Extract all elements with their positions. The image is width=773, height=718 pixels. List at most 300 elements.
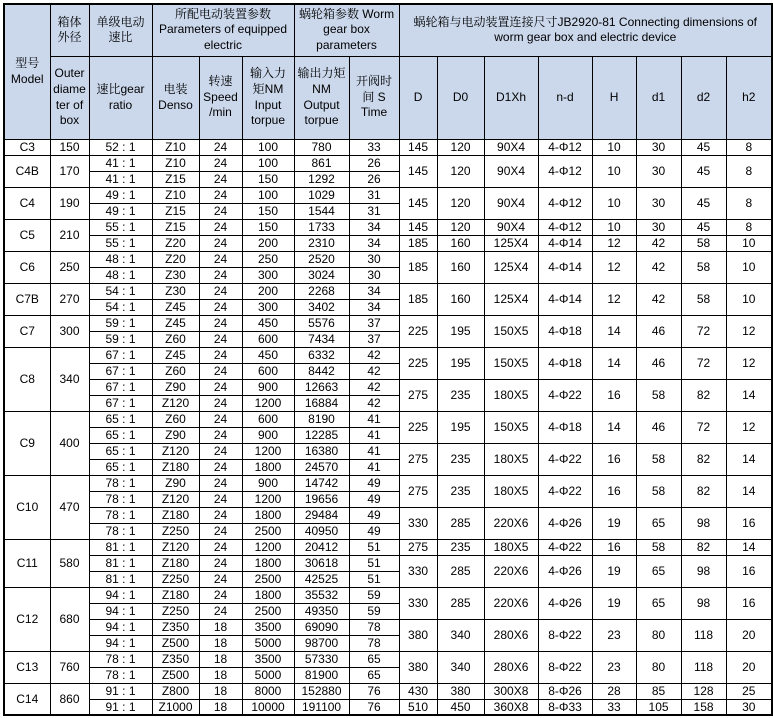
cell-dim-H: 12: [592, 251, 636, 283]
cell-dim-h2: 8: [726, 219, 772, 235]
cell-denso: Z800: [152, 683, 199, 699]
cell-outer-diameter: 270: [50, 283, 89, 315]
cell-dim-d2: 158: [681, 699, 726, 715]
cell-input-torque: 3500: [242, 651, 294, 667]
cell-speed: 24: [199, 203, 242, 219]
cell-dim-d1: 30: [636, 155, 681, 187]
cell-gear-ratio: 55 : 1: [89, 235, 152, 251]
cell-dim-D1Xh: 90X4: [484, 219, 538, 235]
cell-dim-H: 16: [592, 443, 636, 475]
cell-dim-D: 510: [399, 699, 437, 715]
cell-output-torque: 20412: [294, 539, 349, 555]
cell-gear-ratio: 94 : 1: [89, 603, 152, 619]
cell-denso: Z180: [152, 555, 199, 571]
cell-dim-D: 225: [399, 411, 437, 443]
cell-dim-H: 23: [592, 619, 636, 651]
cell-input-torque: 8000: [242, 683, 294, 699]
table-row: [4, 283, 772, 299]
cell-open-time: 41: [349, 411, 399, 427]
cell-gear-ratio: 78 : 1: [89, 475, 152, 491]
cell-dim-d1: 46: [636, 315, 681, 347]
cell-outer-diameter: 400: [50, 411, 89, 475]
cell-open-time: 42: [349, 347, 399, 363]
cell-gear-ratio: 81 : 1: [89, 539, 152, 555]
cell-gear-ratio: 52 : 1: [89, 139, 152, 155]
header-dim-h2: h2: [726, 56, 772, 139]
cell-gear-ratio: 65 : 1: [89, 443, 152, 459]
cell-speed: 24: [199, 139, 242, 155]
cell-dim-D1Xh: 125X4: [484, 283, 538, 315]
cell-open-time: 31: [349, 187, 399, 203]
cell-dim-D1Xh: 150X5: [484, 347, 538, 379]
cell-output-torque: 861: [294, 155, 349, 171]
cell-dim-D0: 195: [437, 411, 484, 443]
cell-dim-D0: 340: [437, 651, 484, 683]
cell-dim-D: 145: [399, 155, 437, 187]
cell-gear-ratio: 67 : 1: [89, 363, 152, 379]
cell-denso: Z30: [152, 267, 199, 283]
cell-dim-d2: 118: [681, 619, 726, 651]
cell-dim-n-d: 4-Φ18: [538, 315, 592, 347]
header-dim-n-d: n-d: [538, 56, 592, 139]
cell-dim-d2: 58: [681, 251, 726, 283]
cell-output-torque: 98700: [294, 635, 349, 651]
cell-denso: Z180: [152, 587, 199, 603]
cell-dim-n-d: 8-Φ26: [538, 683, 592, 699]
cell-dim-d2: 45: [681, 155, 726, 187]
cell-dim-D: 185: [399, 251, 437, 283]
cell-dim-D1Xh: 180X5: [484, 379, 538, 411]
cell-dim-D: 380: [399, 619, 437, 651]
cell-gear-ratio: 67 : 1: [89, 379, 152, 395]
cell-denso: Z60: [152, 411, 199, 427]
cell-denso: Z10: [152, 139, 199, 155]
cell-dim-n-d: 4-Φ14: [538, 235, 592, 251]
cell-outer-diameter: 170: [50, 155, 89, 187]
cell-dim-n-d: 4-Φ22: [538, 379, 592, 411]
cell-speed: 24: [199, 555, 242, 571]
header-outer-diameter-en: Outer diameter of box: [50, 56, 89, 139]
cell-gear-ratio: 49 : 1: [89, 187, 152, 203]
cell-dim-d1: 58: [636, 379, 681, 411]
cell-denso: Z15: [152, 203, 199, 219]
cell-dim-D0: 235: [437, 443, 484, 475]
cell-speed: 24: [199, 331, 242, 347]
cell-model: C7B: [4, 283, 50, 315]
cell-open-time: 49: [349, 491, 399, 507]
cell-dim-d2: 58: [681, 235, 726, 251]
cell-open-time: 49: [349, 475, 399, 491]
cell-input-torque: 100: [242, 139, 294, 155]
cell-model: C6: [4, 251, 50, 283]
cell-open-time: 30: [349, 267, 399, 283]
cell-dim-D1Xh: 180X5: [484, 475, 538, 507]
cell-gear-ratio: 48 : 1: [89, 267, 152, 283]
cell-dim-d1: 58: [636, 539, 681, 555]
cell-denso: Z10: [152, 187, 199, 203]
cell-outer-diameter: 680: [50, 587, 89, 651]
header-outer-diameter-cn: 箱体外径: [50, 4, 89, 56]
cell-input-torque: 1800: [242, 507, 294, 523]
cell-output-torque: 24570: [294, 459, 349, 475]
cell-dim-h2: 8: [726, 139, 772, 155]
cell-denso: Z120: [152, 443, 199, 459]
cell-gear-ratio: 81 : 1: [89, 571, 152, 587]
cell-speed: 24: [199, 603, 242, 619]
cell-dim-n-d: 4-Φ26: [538, 555, 592, 587]
cell-denso: Z90: [152, 427, 199, 443]
cell-gear-ratio: 48 : 1: [89, 251, 152, 267]
cell-dim-h2: 20: [726, 619, 772, 651]
cell-outer-diameter: 250: [50, 251, 89, 283]
cell-dim-d2: 82: [681, 475, 726, 507]
cell-dim-d2: 72: [681, 347, 726, 379]
cell-output-torque: 1292: [294, 171, 349, 187]
cell-dim-D0: 195: [437, 315, 484, 347]
header-gear-ratio-en: 速比gear ratio: [89, 56, 152, 139]
cell-gear-ratio: 78 : 1: [89, 507, 152, 523]
cell-dim-d1: 46: [636, 411, 681, 443]
cell-dim-D1Xh: 125X4: [484, 251, 538, 283]
cell-open-time: 31: [349, 203, 399, 219]
cell-dim-D0: 450: [437, 699, 484, 715]
cell-dim-H: 16: [592, 475, 636, 507]
cell-denso: Z120: [152, 491, 199, 507]
cell-dim-D1Xh: 125X4: [484, 235, 538, 251]
cell-gear-ratio: 59 : 1: [89, 331, 152, 347]
cell-dim-D: 275: [399, 443, 437, 475]
cell-dim-H: 10: [592, 139, 636, 155]
cell-dim-h2: 10: [726, 251, 772, 283]
cell-dim-d1: 46: [636, 347, 681, 379]
cell-dim-D: 225: [399, 347, 437, 379]
cell-dim-n-d: 4-Φ12: [538, 155, 592, 187]
cell-speed: 24: [199, 315, 242, 331]
spec-table: [3, 3, 773, 716]
cell-dim-h2: 12: [726, 347, 772, 379]
table-row: [4, 251, 772, 267]
cell-dim-d2: 45: [681, 139, 726, 155]
cell-dim-d1: 65: [636, 587, 681, 619]
cell-dim-H: 23: [592, 651, 636, 683]
cell-input-torque: 5000: [242, 635, 294, 651]
cell-speed: 24: [199, 267, 242, 283]
table-row: [4, 699, 772, 715]
cell-output-torque: 40950: [294, 523, 349, 539]
cell-dim-n-d: 8-Φ22: [538, 651, 592, 683]
cell-denso: Z120: [152, 395, 199, 411]
cell-input-torque: 300: [242, 267, 294, 283]
cell-output-torque: 2520: [294, 251, 349, 267]
cell-dim-D0: 160: [437, 235, 484, 251]
cell-dim-n-d: 4-Φ22: [538, 539, 592, 555]
cell-gear-ratio: 94 : 1: [89, 635, 152, 651]
cell-dim-H: 19: [592, 507, 636, 539]
cell-gear-ratio: 78 : 1: [89, 667, 152, 683]
cell-dim-n-d: 8-Φ22: [538, 619, 592, 651]
cell-dim-D0: 235: [437, 475, 484, 507]
cell-speed: 24: [199, 363, 242, 379]
cell-model: C10: [4, 475, 50, 539]
cell-dim-h2: 25: [726, 683, 772, 699]
cell-dim-h2: 16: [726, 587, 772, 619]
table-row: [4, 379, 772, 395]
cell-output-torque: 49350: [294, 603, 349, 619]
cell-output-torque: 35532: [294, 587, 349, 603]
cell-outer-diameter: 580: [50, 539, 89, 587]
cell-model: C5: [4, 219, 50, 251]
cell-denso: Z250: [152, 523, 199, 539]
cell-dim-D: 275: [399, 475, 437, 507]
cell-input-torque: 100: [242, 187, 294, 203]
cell-denso: Z45: [152, 299, 199, 315]
cell-output-torque: 16380: [294, 443, 349, 459]
cell-speed: 18: [199, 619, 242, 635]
cell-output-torque: 81900: [294, 667, 349, 683]
cell-open-time: 78: [349, 619, 399, 635]
cell-denso: Z15: [152, 171, 199, 187]
cell-speed: 24: [199, 587, 242, 603]
cell-input-torque: 600: [242, 363, 294, 379]
cell-model: C12: [4, 587, 50, 651]
header-model: 型号 Model: [4, 4, 50, 139]
header-dim-D: D: [399, 56, 437, 139]
cell-input-torque: 1200: [242, 539, 294, 555]
cell-input-torque: 600: [242, 411, 294, 427]
table-row: [4, 219, 772, 235]
cell-speed: 24: [199, 539, 242, 555]
cell-dim-n-d: 8-Φ33: [538, 699, 592, 715]
cell-dim-d1: 42: [636, 235, 681, 251]
cell-input-torque: 2500: [242, 571, 294, 587]
cell-dim-D0: 340: [437, 619, 484, 651]
cell-open-time: 37: [349, 315, 399, 331]
cell-input-torque: 200: [242, 283, 294, 299]
cell-denso: Z20: [152, 235, 199, 251]
cell-output-torque: 6332: [294, 347, 349, 363]
cell-dim-n-d: 4-Φ14: [538, 283, 592, 315]
cell-denso: Z45: [152, 347, 199, 363]
cell-gear-ratio: 59 : 1: [89, 315, 152, 331]
cell-dim-H: 19: [592, 587, 636, 619]
cell-dim-D0: 285: [437, 587, 484, 619]
cell-dim-h2: 14: [726, 443, 772, 475]
cell-input-torque: 1800: [242, 555, 294, 571]
cell-input-torque: 150: [242, 219, 294, 235]
cell-open-time: 41: [349, 459, 399, 475]
cell-dim-d2: 72: [681, 315, 726, 347]
table-row: [4, 411, 772, 427]
cell-input-torque: 450: [242, 315, 294, 331]
cell-dim-d1: 30: [636, 187, 681, 219]
table-row: [4, 443, 772, 459]
cell-speed: 24: [199, 411, 242, 427]
cell-speed: 24: [199, 155, 242, 171]
cell-dim-n-d: 4-Φ22: [538, 443, 592, 475]
cell-dim-d2: 82: [681, 379, 726, 411]
table-row: [4, 587, 772, 603]
cell-gear-ratio: 91 : 1: [89, 683, 152, 699]
cell-dim-D1Xh: 180X5: [484, 443, 538, 475]
cell-dim-h2: 12: [726, 315, 772, 347]
cell-output-torque: 12285: [294, 427, 349, 443]
cell-input-torque: 1200: [242, 491, 294, 507]
cell-gear-ratio: 65 : 1: [89, 427, 152, 443]
cell-dim-D: 185: [399, 283, 437, 315]
cell-speed: 24: [199, 571, 242, 587]
table-row: [4, 539, 772, 555]
cell-denso: Z60: [152, 363, 199, 379]
cell-dim-D: 330: [399, 587, 437, 619]
cell-denso: Z30: [152, 283, 199, 299]
cell-dim-h2: 30: [726, 699, 772, 715]
cell-speed: 18: [199, 667, 242, 683]
cell-denso: Z1000: [152, 699, 199, 715]
cell-model: C7: [4, 315, 50, 347]
cell-dim-D0: 160: [437, 251, 484, 283]
cell-input-torque: 1200: [242, 395, 294, 411]
cell-dim-d1: 85: [636, 683, 681, 699]
table-row: [4, 683, 772, 699]
cell-outer-diameter: 760: [50, 651, 89, 683]
cell-outer-diameter: 210: [50, 219, 89, 251]
cell-dim-H: 10: [592, 155, 636, 187]
cell-denso: Z120: [152, 539, 199, 555]
cell-open-time: 41: [349, 427, 399, 443]
cell-dim-D0: 285: [437, 507, 484, 539]
cell-outer-diameter: 470: [50, 475, 89, 539]
cell-open-time: 37: [349, 331, 399, 347]
header-dim-D0: D0: [437, 56, 484, 139]
cell-speed: 24: [199, 523, 242, 539]
cell-dim-d2: 98: [681, 555, 726, 587]
cell-open-time: 76: [349, 683, 399, 699]
cell-input-torque: 100: [242, 155, 294, 171]
cell-open-time: 26: [349, 171, 399, 187]
cell-input-torque: 150: [242, 171, 294, 187]
cell-dim-d1: 65: [636, 555, 681, 587]
cell-output-torque: 57330: [294, 651, 349, 667]
cell-outer-diameter: 300: [50, 315, 89, 347]
cell-dim-D0: 235: [437, 539, 484, 555]
cell-output-torque: 1544: [294, 203, 349, 219]
cell-output-torque: 8442: [294, 363, 349, 379]
cell-open-time: 34: [349, 235, 399, 251]
cell-dim-d1: 65: [636, 507, 681, 539]
cell-speed: 24: [199, 219, 242, 235]
cell-gear-ratio: 41 : 1: [89, 171, 152, 187]
table-row: [4, 315, 772, 331]
table-row: [4, 555, 772, 571]
cell-denso: Z20: [152, 251, 199, 267]
cell-dim-d1: 80: [636, 619, 681, 651]
cell-dim-h2: 8: [726, 155, 772, 187]
cell-open-time: 49: [349, 507, 399, 523]
cell-output-torque: 30618: [294, 555, 349, 571]
cell-dim-n-d: 4-Φ12: [538, 139, 592, 155]
cell-dim-D0: 235: [437, 379, 484, 411]
cell-open-time: 42: [349, 363, 399, 379]
table-row: [4, 139, 772, 155]
cell-dim-d2: 45: [681, 187, 726, 219]
cell-input-torque: 450: [242, 347, 294, 363]
cell-input-torque: 2500: [242, 603, 294, 619]
cell-input-torque: 2500: [242, 523, 294, 539]
cell-input-torque: 200: [242, 235, 294, 251]
cell-open-time: 30: [349, 251, 399, 267]
cell-speed: 24: [199, 171, 242, 187]
cell-dim-n-d: 4-Φ26: [538, 507, 592, 539]
cell-dim-H: 12: [592, 235, 636, 251]
cell-gear-ratio: 41 : 1: [89, 155, 152, 171]
cell-open-time: 34: [349, 283, 399, 299]
cell-gear-ratio: 54 : 1: [89, 299, 152, 315]
cell-output-torque: 191100: [294, 699, 349, 715]
cell-dim-d1: 30: [636, 219, 681, 235]
cell-denso: Z60: [152, 331, 199, 347]
cell-dim-D1Xh: 220X6: [484, 555, 538, 587]
cell-dim-h2: 14: [726, 379, 772, 411]
cell-open-time: 65: [349, 667, 399, 683]
cell-dim-H: 19: [592, 555, 636, 587]
cell-dim-h2: 10: [726, 235, 772, 251]
cell-speed: 24: [199, 187, 242, 203]
cell-open-time: 42: [349, 379, 399, 395]
cell-model: C11: [4, 539, 50, 587]
cell-output-torque: 8190: [294, 411, 349, 427]
cell-input-torque: 900: [242, 379, 294, 395]
cell-open-time: 65: [349, 651, 399, 667]
cell-output-torque: 2310: [294, 235, 349, 251]
cell-dim-D1Xh: 280X6: [484, 651, 538, 683]
cell-output-torque: 14742: [294, 475, 349, 491]
cell-denso: Z350: [152, 651, 199, 667]
cell-dim-D: 145: [399, 187, 437, 219]
cell-dim-H: 28: [592, 683, 636, 699]
cell-dim-D: 330: [399, 555, 437, 587]
cell-speed: 24: [199, 459, 242, 475]
cell-denso: Z45: [152, 315, 199, 331]
cell-speed: 24: [199, 427, 242, 443]
cell-dim-d2: 128: [681, 683, 726, 699]
cell-dim-D: 430: [399, 683, 437, 699]
cell-dim-D1Xh: 90X4: [484, 139, 538, 155]
cell-dim-D: 145: [399, 219, 437, 235]
cell-gear-ratio: 65 : 1: [89, 459, 152, 475]
cell-output-torque: 780: [294, 139, 349, 155]
header-gear-ratio-cn: 单级电动速比: [89, 4, 152, 56]
cell-input-torque: 10000: [242, 699, 294, 715]
cell-speed: 24: [199, 443, 242, 459]
cell-open-time: 51: [349, 539, 399, 555]
cell-gear-ratio: 65 : 1: [89, 411, 152, 427]
cell-gear-ratio: 54 : 1: [89, 283, 152, 299]
cell-denso: Z250: [152, 603, 199, 619]
header-dim-d2: d2: [681, 56, 726, 139]
cell-model: C3: [4, 139, 50, 155]
cell-model: C4B: [4, 155, 50, 187]
cell-dim-D: 225: [399, 315, 437, 347]
cell-dim-D: 185: [399, 235, 437, 251]
cell-dim-D1Xh: 90X4: [484, 155, 538, 187]
cell-dim-d2: 45: [681, 219, 726, 235]
cell-dim-H: 10: [592, 187, 636, 219]
cell-open-time: 59: [349, 587, 399, 603]
cell-gear-ratio: 78 : 1: [89, 651, 152, 667]
cell-speed: 18: [199, 635, 242, 651]
cell-dim-H: 16: [592, 539, 636, 555]
cell-dim-D1Xh: 180X5: [484, 539, 538, 555]
